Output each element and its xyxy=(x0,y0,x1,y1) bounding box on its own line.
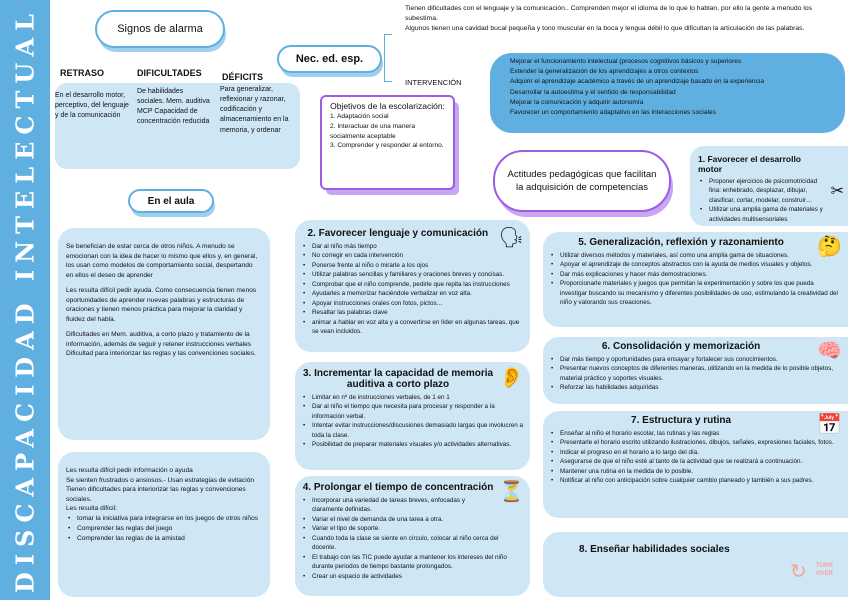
aula-box-1 xyxy=(58,228,270,440)
strategy-box-7 xyxy=(543,411,848,518)
strategy-item: • Dar más tiempo y oportunidades para ensayar y fortalecer sus conocimientos. xyxy=(549,355,842,364)
turn-over-label[interactable]: TURN OVER xyxy=(816,563,834,577)
intervencion-item: Mejorar la comunicación y adquirir autonomía xyxy=(510,98,644,106)
strategy-list xyxy=(549,355,842,393)
intervencion-item: Mejorar el funcionamiento intelectual (procesos cognitivos básicos y superiores xyxy=(510,58,742,65)
strategy-item: • Indicar el progreso en el horario a lo largo del día. xyxy=(549,448,842,457)
strategy-item: • Incorporar una variedad de tareas breves, enfocadas y claramente definidas. xyxy=(301,496,524,515)
retraso-text: En el desarrollo motor, perceptivo, del lenguaje y de la comunicación xyxy=(55,92,129,120)
objetivos-title: Objetivos de la escolarización: xyxy=(330,101,445,111)
intervencion-item: Desarrollar la autoestima y el sentido de responsabilidad xyxy=(510,88,676,96)
deficits-text: Para generalizar, reflexionar y razonar, codificación y almacenamiento en la memoria, y ordenar xyxy=(220,86,289,134)
strategy-item: • Limitar en nº de instrucciones verbales, de 1 en 1 xyxy=(301,393,524,402)
strategy-item: • Ponerse frente al niño o mirarle a los ojos xyxy=(301,261,524,270)
strategy-item: • No corregir en cada intervención xyxy=(301,251,524,260)
strategy-item: • Mantener una rutina en la medida de lo posible. xyxy=(549,467,842,476)
bracket xyxy=(384,34,392,82)
strategy-item: • Utilizar una amplia gama de materiales y actividades multisensoriales xyxy=(698,205,844,224)
strategy-title: 4. Prolongar el tiempo de concentración xyxy=(302,482,494,493)
strategy-item: • Ayudarles a memorizar haciéndole verbalizar en voz alta. xyxy=(301,289,524,298)
strategy-box-2 xyxy=(295,220,530,352)
strategy-title: 6. Consolidación y memorización xyxy=(601,341,761,352)
dificultades-head: DIFICULTADES xyxy=(137,68,202,78)
intervencion-label: INTERVENCIÓN xyxy=(405,78,462,87)
intervencion-item: Extender la generalización de los aprendizajes a otros contextos xyxy=(510,68,699,76)
strategy-item: • Asegurarse de que el niño esté al tanto de la actividad que se realizará a continuación. xyxy=(549,457,842,466)
strategy-box-6 xyxy=(543,337,848,404)
strategy-item: • Enseñar al niño el horario escolar, las rutinas y las reglas xyxy=(549,429,842,438)
strategy-item: • animar a hablar en voz alta y a convertirse en líder en algunas tareas, que se vean incluidos. xyxy=(301,318,524,337)
strategy-item: • Cuando toda la clase se siente en círculo, colocar al niño cerca del docente. xyxy=(301,534,524,553)
memory-head-icon: 🧠 xyxy=(817,340,842,362)
aula-paragraph: Se benefician de estar cerca de otros niños. A menudo se emocionan con la idea de hacer lo mismo que ellos y, en general, los usan como modelos de comportamiento social, despertando en ellos el deseo de aprender xyxy=(66,243,258,279)
aula-paragraph: Dificultades en Mem. auditiva, a corto plazo y tratamiento de la información, además de seguir y retener instrucciones verbales Dificultad para interiorizar las reglas y las convenciones sociales. xyxy=(66,331,256,358)
strategy-title: 3. Incrementar la capacidad de memoria auditiva a corto plazo xyxy=(303,368,494,390)
strategy-item: • El trabajo con las TIC puede ayudar a mantener los intereses del niño durante periodos de tiempo bastante prolongados. xyxy=(301,553,524,572)
objetivo-item: 1. Adaptación social xyxy=(330,113,389,121)
strategy-list xyxy=(698,177,844,224)
actitudes-pill: Actitudes pedagógicas que facilitan la adquisición de competencias xyxy=(493,150,671,212)
strategy-title: 7. Estructura y rutina xyxy=(631,415,732,426)
clock-calendar-icon: 📅 xyxy=(817,414,842,436)
intervencion-box xyxy=(490,53,845,133)
aula-list-item: • Comprender las reglas del juego xyxy=(66,524,262,534)
thinking-child-icon: 🤔 xyxy=(817,236,842,258)
strategy-box-4 xyxy=(295,476,530,596)
title-strip xyxy=(0,0,50,600)
strategy-item: • Dar más explicaciones y hacer más demostraciones. xyxy=(549,270,842,279)
scissors-icon: ✂ xyxy=(830,183,844,200)
aula-list-item: • Comprender las reglas de la amistad xyxy=(66,534,262,544)
strategy-item: • Dar al niño más tiempo xyxy=(301,242,524,251)
strategy-item: • Proporcionarle materiales y juegos que permitan la experimentación y sobre los que pueda investigar buscando su mecanismo y diferentes posibilidades de uso, estimulando la creatividad del niño y valorando sus creaciones. xyxy=(549,279,842,307)
strategy-item: • Crear un espacio de actividades xyxy=(301,572,524,581)
strategy-item: • Utilizar palabras sencillas y familiares y oraciones breves y concisas. xyxy=(301,270,524,279)
strategy-item: • Intentar evitar instrucciones/discusiones demasiado largas que involucren a toda la clase. xyxy=(301,421,524,440)
strategy-item: • Presentarle el horario escrito utilizando ilustraciones, dibujos, señales, expresiones faciales, fotos. xyxy=(549,438,842,447)
strategy-item: • Apoyar el aprendizaje de conceptos abstractos con la ayuda de medios visuales y objetos. xyxy=(549,260,842,269)
strategy-list xyxy=(549,429,842,486)
strategy-title: 8. Enseñar habilidades sociales xyxy=(579,544,730,555)
listening-child-icon: 👂 xyxy=(499,367,524,389)
strategy-item: • Utilizar diversos métodos y materiales, así como una amplia gama de situaciones. xyxy=(549,251,842,260)
strategy-item: • Notificar al niño con anticipación sobre cualquier cambio planeado y también a sus padres. xyxy=(549,476,842,485)
strategy-list xyxy=(549,251,842,308)
objetivo-item: 2. Interactuar de una manera socialmente aceptable xyxy=(330,123,416,140)
strategy-item: • Dar al niño el tiempo que necesita para procesar y responder a la información verbal. xyxy=(301,402,524,421)
aula-box-2-text: Les resulta difícil pedir información o ayuda Se sienten frustrados o ansiosos.- Usan estrategias de evitación Tienen dificultades para interiorizar las reglas y convenciones sociales. Les resulta difícil: xyxy=(66,467,255,513)
strategy-item: • Reforzar las habilidades adquiridas xyxy=(549,383,842,392)
intervencion-item: Adquirir el aprendizaje académico a través de un aprendizaje basado en la experiencia xyxy=(510,78,765,86)
strategy-item: • Resaltar las palabras clave xyxy=(301,308,524,317)
strategy-item: • Proponer ejercicios de psicomotricidad fina: enhebrado, desplazar, dibujar, clasificar, cortar, modelar, construir… xyxy=(698,177,844,205)
dificultades-text: De habilidades sociales. Mem. auditiva MCP Capacidad de concentración reducida xyxy=(137,88,210,126)
nee-text-block xyxy=(405,4,845,34)
strategy-list xyxy=(301,242,524,336)
aula-pill: En el aula xyxy=(128,189,214,213)
intervencion-item: Favorecer un comportamiento adaptativo en las interacciones sociales xyxy=(510,109,716,117)
strategy-title: 2. Favorecer lenguaje y comunicación xyxy=(307,228,489,239)
strategy-item: • Comprobar que el niño comprende, pedirle que repita las instrucciones xyxy=(301,280,524,289)
signos-box xyxy=(55,83,300,169)
signos-pill: Signos de alarma xyxy=(95,10,225,48)
nee-text-1: Tienen dificultades con el lenguaje y la comunicación.. Comprenden mejor el idioma de lo que lo hablan, por ello la gente a menudo los subestima. xyxy=(405,5,813,22)
strategy-box-5 xyxy=(543,232,848,327)
strategy-item: • Variar el tipo de soporte. xyxy=(301,524,524,533)
conversation-icon: 🗣 xyxy=(498,227,524,249)
objetivos-box xyxy=(320,95,455,190)
aula-list-item: • tomar la iniciativa para integrarse en los juegos de otros niños xyxy=(66,514,262,524)
main-title: DISCAPACIDAD INTELECTUAL xyxy=(10,6,40,594)
strategy-item: • Posibilidad de preparar materiales visuales y/o actividades alternativas. xyxy=(301,440,524,449)
strategy-item: • Presentar nuevos conceptos de diferentes maneras, utilizando en la medida de lo posible objetos, material práctico y soportes visuales. xyxy=(549,364,842,383)
strategy-title: 5. Generalización, reflexión y razonamiento xyxy=(578,237,784,248)
strategy-box-1 xyxy=(690,146,848,226)
aula-paragraph: Les resulta difícil pedir ayuda. Como consecuencia tienen menos oportunidades de aprender nuevas palabras y estructuras de oraciones y tienen menos práctica para mejorar la claridad y fluidez del habla. xyxy=(66,287,257,323)
strategy-list xyxy=(301,496,524,581)
strategy-item: • Variar el nivel de demanda de una tarea a otra. xyxy=(301,515,524,524)
strategy-title: 1. Favorecer el desarrollo motor xyxy=(698,154,801,174)
aula-box-2 xyxy=(58,452,270,597)
turn-over-arrow-icon: ↻ xyxy=(790,561,807,583)
strategy-box-3 xyxy=(295,362,530,470)
strategy-item: • Apoyar instrucciones orales con fotos, pictos… xyxy=(301,299,524,308)
nee-pill: Nec. ed. esp. xyxy=(277,45,382,73)
strategy-list xyxy=(301,393,524,450)
hourglass-icon: ⏳ xyxy=(499,481,524,503)
objetivo-item: 3. Comprender y responder al entorno. xyxy=(330,142,444,150)
retraso-head: RETRASO xyxy=(60,68,105,78)
nee-text-2: Algunos tienen una cavidad bucal pequeña y tono muscular en la boca y lengua débil lo que dificultan la articulación de las palabras. xyxy=(405,24,805,32)
deficits-head: DÉFICITS xyxy=(222,72,264,82)
